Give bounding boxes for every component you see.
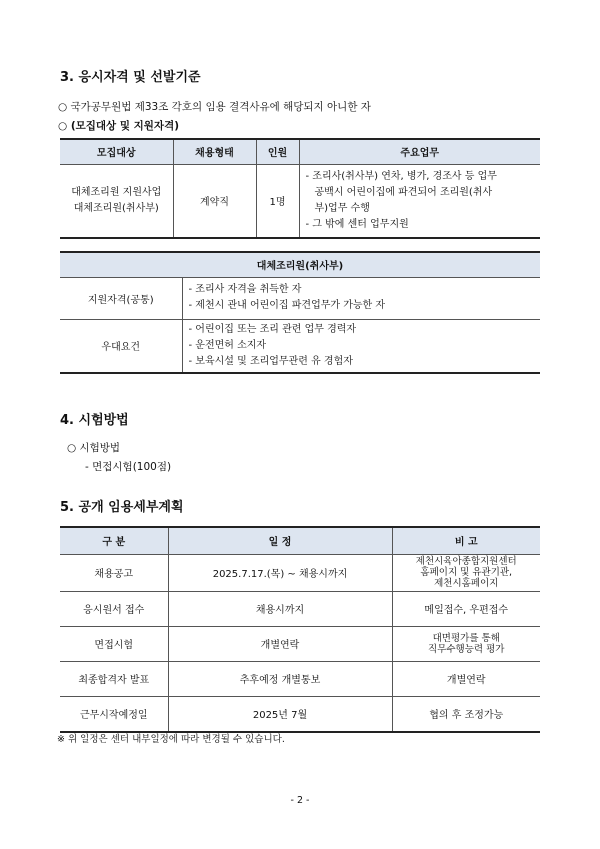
schedule-date: 추후예정 개별통보: [168, 661, 392, 696]
schedule-note: [392, 626, 540, 661]
schedule-header-schedule: 일 정: [168, 527, 392, 554]
section5-heading: 5. 공개 임용세부계획: [60, 500, 184, 515]
schedule-note: 협의 후 조정가능: [429, 710, 504, 722]
header-target: 모집대상: [60, 139, 173, 164]
schedule-category: 채용공고: [60, 554, 168, 591]
qual-items-common: [182, 277, 540, 319]
recruit-table: [60, 138, 540, 239]
note-line: 제천시홈페이지: [434, 578, 499, 589]
schedule-date: 개별연락: [168, 626, 392, 661]
schedule-date: 채용시까지: [168, 591, 392, 626]
schedule-header-category: 구 분: [60, 527, 168, 554]
duty-line: - 그 밖에 센터 업무지원: [305, 218, 409, 230]
qualification-table: [60, 251, 540, 374]
duty-line: 부)업무 수행: [314, 202, 370, 214]
section3-heading: 3. 응시자격 및 선발기준: [60, 70, 201, 85]
schedule-date: 2025.7.17.(목) ~ 채용시까지: [168, 554, 392, 591]
header-type: 채용형태: [173, 139, 256, 164]
qual-label-common: 지원자격(공통): [60, 277, 182, 319]
qual-label-preferred: 우대요건: [60, 319, 182, 373]
section3-bullet-recruit: ○ (모집대상 및 지원자격): [58, 120, 180, 132]
section4-bullet: ○ 시험방법: [67, 442, 121, 454]
schedule-category: 응시원서 접수: [60, 591, 168, 626]
schedule-note: [392, 554, 540, 591]
recruit-type: 계약직: [173, 164, 256, 238]
qual-item: - 어린이집 또는 조리 관련 업무 경력자: [188, 323, 357, 335]
qualification-title: 대체조리원(취사부): [60, 252, 540, 277]
schedule-note: 메일접수, 우편접수: [392, 591, 540, 626]
schedule-category: 최종합격자 발표: [60, 661, 168, 696]
qual-item: - 제천시 관내 어린이집 파견업무가 가능한 자: [188, 300, 386, 311]
qual-item: - 운전면허 소지자: [188, 339, 267, 351]
note-line: 제천시육아종합지원센터: [415, 556, 517, 567]
recruit-count: 1명: [256, 164, 299, 238]
duty-line: - 조리사(취사부) 연차, 병가, 경조사 등 업무: [305, 170, 497, 182]
qual-item: - 조리사 자격을 취득한 자: [188, 284, 302, 295]
recruit-target-line1: 대체조리원 지원사업: [71, 186, 162, 198]
schedule-footnote: ※ 위 일정은 센터 내부일정에 따라 변경될 수 있습니다.: [57, 734, 285, 745]
schedule-category: 면접시험: [60, 626, 168, 661]
section3-bullet-eligibility: ○ 국가공무원법 제33조 각호의 임용 결격사유에 해당되지 아니한 자: [58, 101, 371, 113]
recruit-target-cell: [60, 164, 173, 238]
duty-line: 공백시 어린이집에 파견되어 조리원(취사: [314, 186, 493, 198]
page-number: - 2 -: [290, 795, 310, 806]
recruit-target-line2: 대체조리원(취사부): [73, 202, 159, 214]
qual-items-preferred: [182, 319, 540, 373]
section4-heading: 4. 시험방법: [60, 413, 129, 428]
schedule-category: 근무시작예정일: [60, 696, 168, 732]
note-line: 홈페이지 및 유관기관,: [420, 567, 513, 578]
qual-item: - 보육시설 및 조리업무관련 유 경험자: [188, 355, 353, 367]
schedule-table: [60, 526, 540, 733]
recruit-duties: [299, 164, 540, 238]
section4-sub: - 면접시험(100점): [85, 461, 172, 473]
header-duties: 주요업무: [299, 139, 540, 164]
schedule-note: 개별연락: [392, 661, 540, 696]
note-line: 대면평가를 통해: [432, 632, 500, 644]
schedule-date: 2025년 7월: [168, 696, 392, 732]
schedule-header-note: 비 고: [392, 527, 540, 554]
note-line: 직무수행능력 평가: [428, 643, 505, 655]
header-count: 인원: [256, 139, 299, 164]
